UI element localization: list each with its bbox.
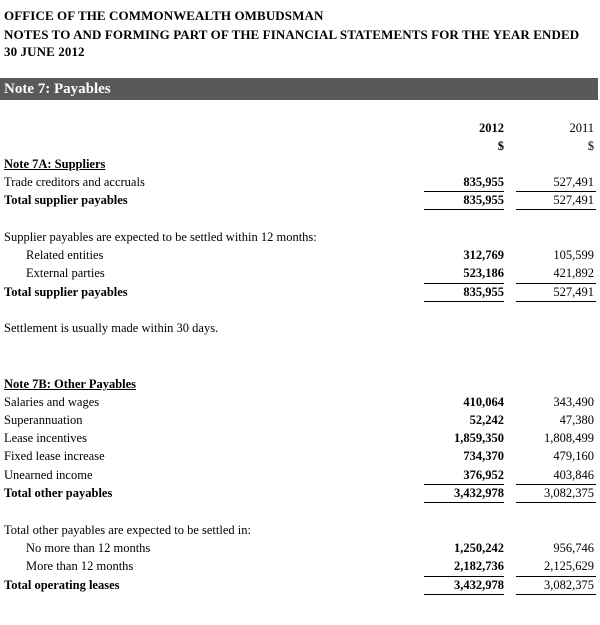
row-label: External parties [26, 266, 105, 280]
row-value-2011: 527,491 [553, 175, 594, 189]
row-label: Fixed lease increase [4, 449, 105, 463]
other-settlement-intro: Total other payables are expected to be settled in: [4, 523, 251, 537]
total-row-value-2012: 835,955 [463, 193, 504, 207]
row-value-2012: 1,250,242 [454, 541, 504, 555]
rule [516, 283, 596, 284]
row-label: Trade creditors and accruals [4, 175, 145, 189]
rule [516, 502, 596, 503]
note-7b-title: Note 7B: Other Payables [4, 377, 137, 391]
total-row-value-2012: 835,955 [463, 285, 504, 299]
rule [424, 209, 504, 210]
row-value-2011: 479,160 [553, 449, 594, 463]
rule [424, 576, 504, 577]
row-value-2012: 52,242 [469, 413, 504, 427]
document-subtitle-line1: NOTES TO AND FORMING PART OF THE FINANCIAL STATEMENTS FOR THE YEAR ENDED [4, 27, 580, 42]
row-value-2012: 410,064 [463, 395, 504, 409]
settlement-intro: Supplier payables are expected to be settled within 12 months: [4, 230, 317, 244]
rule [424, 283, 504, 284]
row-value-2011: 421,892 [553, 266, 594, 280]
rule [424, 484, 504, 485]
row-value-2012: 523,186 [463, 266, 504, 280]
total-row-label: Total other payables [4, 486, 113, 500]
total-row-value-2011: 3,082,375 [544, 578, 594, 592]
column-2011-heading: 2011 [569, 121, 594, 135]
total-row-value-2011: 527,491 [553, 285, 594, 299]
total-row-label: Total operating leases [4, 578, 120, 592]
row-label: Related entities [26, 248, 104, 262]
document-org-title: OFFICE OF THE COMMONWEALTH OMBUDSMAN [4, 8, 324, 23]
total-row-value-2011: 3,082,375 [544, 486, 594, 500]
row-value-2012: 376,952 [463, 468, 504, 482]
row-value-2011: 105,599 [553, 248, 594, 262]
row-value-2011: 403,846 [553, 468, 594, 482]
rule [516, 594, 596, 595]
row-value-2012: 835,955 [463, 175, 504, 189]
row-value-2011: 956,746 [553, 541, 594, 555]
row-value-2011: 2,125,629 [544, 559, 594, 573]
rule [516, 209, 596, 210]
column-2011-unit: $ [587, 139, 594, 153]
rule [516, 576, 596, 577]
total-row-label: Total supplier payables [4, 285, 128, 299]
row-label: Lease incentives [4, 431, 87, 445]
row-label: No more than 12 months [26, 541, 151, 555]
note-banner: Note 7: Payables [0, 78, 598, 100]
row-value-2012: 2,182,736 [454, 559, 504, 573]
row-label: Superannuation [4, 413, 83, 427]
rule [516, 301, 596, 302]
settlement-footnote: Settlement is usually made within 30 days. [4, 321, 219, 335]
rule [424, 191, 504, 192]
rule [424, 502, 504, 503]
total-row-value-2012: 3,432,978 [454, 486, 504, 500]
row-label: Unearned income [4, 468, 93, 482]
row-label: Salaries and wages [4, 395, 100, 409]
total-row-value-2011: 527,491 [553, 193, 594, 207]
total-row-value-2012: 3,432,978 [454, 578, 504, 592]
row-value-2011: 343,490 [553, 395, 594, 409]
column-2012-unit: $ [497, 139, 504, 153]
row-value-2012: 312,769 [463, 248, 504, 262]
document-subtitle-line2: 30 JUNE 2012 [4, 44, 85, 59]
row-value-2011: 47,380 [559, 413, 594, 427]
note-7a-title: Note 7A: Suppliers [4, 157, 106, 171]
column-2012-heading: 2012 [479, 121, 504, 135]
row-label: More than 12 months [26, 559, 134, 573]
total-row-label: Total supplier payables [4, 193, 128, 207]
row-value-2011: 1,808,499 [544, 431, 594, 445]
rule [424, 594, 504, 595]
rule [424, 301, 504, 302]
row-value-2012: 734,370 [463, 449, 504, 463]
row-value-2012: 1,859,350 [454, 431, 504, 445]
rule [516, 484, 596, 485]
rule [516, 191, 596, 192]
